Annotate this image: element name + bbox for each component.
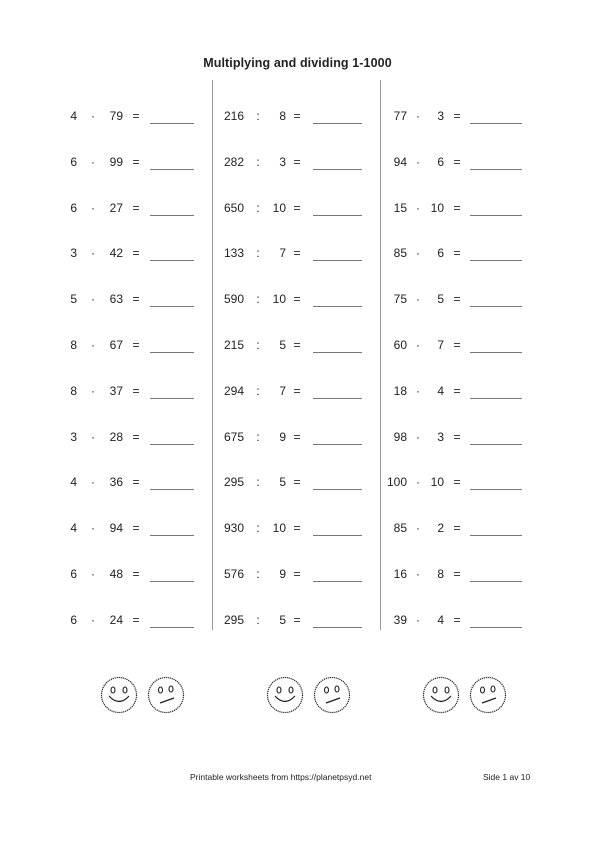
operand-a: 60 xyxy=(393,338,407,352)
equals-sign: = xyxy=(132,475,140,490)
operand-a: 294 xyxy=(223,383,244,398)
equals-sign: = xyxy=(453,338,461,352)
operand-b: 63 xyxy=(109,292,123,307)
operator: · xyxy=(91,154,95,169)
operator: : xyxy=(256,475,260,490)
equals-sign: = xyxy=(453,383,461,398)
answer-blank[interactable] xyxy=(470,215,522,216)
operand-b: 99 xyxy=(109,154,123,169)
operand-b: 3 xyxy=(437,109,444,123)
operand-a: 216 xyxy=(223,109,244,123)
answer-blank[interactable] xyxy=(470,627,522,628)
equals-sign: = xyxy=(132,429,140,444)
operator: : xyxy=(256,154,260,169)
answer-blank[interactable] xyxy=(470,398,522,399)
operator: : xyxy=(256,521,260,536)
equals-sign: = xyxy=(293,338,301,352)
operand-b: 5 xyxy=(279,475,286,490)
operator: : xyxy=(256,612,260,627)
equals-sign: = xyxy=(293,475,301,490)
equals-sign: = xyxy=(293,292,301,307)
operand-b: 10 xyxy=(430,475,444,490)
operator: · xyxy=(91,109,95,123)
operator: · xyxy=(416,109,420,123)
equals-sign: = xyxy=(132,338,140,352)
operand-a: 4 xyxy=(70,521,77,536)
operand-b: 4 xyxy=(437,612,444,627)
operand-a: 3 xyxy=(70,429,77,444)
answer-blank[interactable] xyxy=(470,444,522,445)
operator: : xyxy=(256,567,260,581)
operand-a: 8 xyxy=(70,338,77,352)
equals-sign: = xyxy=(453,246,461,261)
operator: · xyxy=(91,475,95,490)
operand-b: 9 xyxy=(279,567,286,581)
operand-b: 7 xyxy=(437,338,444,352)
operator: · xyxy=(416,338,420,352)
operand-b: 67 xyxy=(109,338,123,352)
operand-b: 3 xyxy=(279,154,286,169)
operand-a: 133 xyxy=(223,246,244,261)
problem-row xyxy=(0,337,595,353)
answer-blank[interactable] xyxy=(470,352,522,353)
equals-sign: = xyxy=(453,154,461,169)
equals-sign: = xyxy=(293,154,301,169)
equals-sign: = xyxy=(293,109,301,123)
equals-sign: = xyxy=(132,292,140,307)
equals-sign: = xyxy=(132,383,140,398)
equals-sign: = xyxy=(293,246,301,261)
operand-a: 75 xyxy=(393,292,407,307)
worksheet-title: Multiplying and dividing 1-1000 xyxy=(203,56,392,70)
operator: : xyxy=(256,200,260,215)
footer-page-number: Side 1 av 10 xyxy=(483,772,531,782)
problem-row xyxy=(0,612,595,628)
equals-sign: = xyxy=(132,612,140,627)
answer-blank[interactable] xyxy=(470,581,522,582)
operand-a: 100 xyxy=(386,475,407,490)
operator: · xyxy=(416,567,420,581)
operand-b: 37 xyxy=(109,383,123,398)
answer-blank[interactable] xyxy=(470,489,522,490)
problem-row xyxy=(0,108,595,124)
operand-b: 6 xyxy=(437,246,444,261)
operand-b: 5 xyxy=(437,292,444,307)
operand-b: 4 xyxy=(437,383,444,398)
operator: : xyxy=(256,292,260,307)
operator: · xyxy=(91,612,95,627)
happy-face-icon xyxy=(266,676,304,714)
operand-b: 42 xyxy=(109,246,123,261)
equals-sign: = xyxy=(453,567,461,581)
operand-b: 3 xyxy=(437,429,444,444)
operand-b: 28 xyxy=(109,429,123,444)
problem-row xyxy=(0,291,595,307)
operand-b: 79 xyxy=(109,109,123,123)
problem-row xyxy=(0,245,595,261)
equals-sign: = xyxy=(293,200,301,215)
answer-blank[interactable] xyxy=(470,260,522,261)
operator: · xyxy=(416,154,420,169)
equals-sign: = xyxy=(132,154,140,169)
operand-a: 85 xyxy=(393,521,407,536)
operand-a: 6 xyxy=(70,612,77,627)
operator: : xyxy=(256,338,260,352)
equals-sign: = xyxy=(453,429,461,444)
operator: · xyxy=(91,338,95,352)
operand-a: 39 xyxy=(393,612,407,627)
operand-b: 10 xyxy=(430,200,444,215)
operator: · xyxy=(91,567,95,581)
operand-a: 85 xyxy=(393,246,407,261)
operand-a: 576 xyxy=(223,567,244,581)
operator: · xyxy=(91,521,95,536)
footer-source: Printable worksheets from https://planetpsyd.net xyxy=(190,772,372,782)
equals-sign: = xyxy=(293,612,301,627)
operand-b: 7 xyxy=(279,246,286,261)
operator: : xyxy=(256,383,260,398)
operand-b: 8 xyxy=(279,109,286,123)
operand-a: 4 xyxy=(70,475,77,490)
operand-b: 27 xyxy=(109,200,123,215)
operand-b: 7 xyxy=(279,383,286,398)
operator: · xyxy=(416,246,420,261)
problem-row xyxy=(0,200,595,216)
operand-b: 10 xyxy=(272,521,286,536)
equals-sign: = xyxy=(293,567,301,581)
operand-b: 8 xyxy=(437,567,444,581)
operand-b: 2 xyxy=(437,521,444,536)
equals-sign: = xyxy=(132,109,140,123)
equals-sign: = xyxy=(132,246,140,261)
equals-sign: = xyxy=(453,612,461,627)
operand-a: 6 xyxy=(70,567,77,581)
equals-sign: = xyxy=(453,109,461,123)
operand-a: 3 xyxy=(70,246,77,261)
operator: · xyxy=(416,521,420,536)
operand-b: 24 xyxy=(109,612,123,627)
operator: : xyxy=(256,109,260,123)
operand-a: 6 xyxy=(70,200,77,215)
equals-sign: = xyxy=(453,292,461,307)
operator: · xyxy=(91,200,95,215)
operator: · xyxy=(416,292,420,307)
operator: · xyxy=(91,429,95,444)
operand-a: 650 xyxy=(223,200,244,215)
operand-a: 930 xyxy=(223,521,244,536)
problem-row xyxy=(0,154,595,170)
operand-a: 215 xyxy=(223,338,244,352)
answer-blank[interactable] xyxy=(470,306,522,307)
equals-sign: = xyxy=(453,475,461,490)
operand-b: 10 xyxy=(272,292,286,307)
operator: : xyxy=(256,429,260,444)
operator: · xyxy=(416,475,420,490)
unsure-face-icon xyxy=(469,676,507,714)
operand-a: 77 xyxy=(393,109,407,123)
operand-a: 8 xyxy=(70,383,77,398)
operand-b: 36 xyxy=(109,475,123,490)
operand-b: 10 xyxy=(272,200,286,215)
operator: : xyxy=(256,246,260,261)
equals-sign: = xyxy=(453,521,461,536)
equals-sign: = xyxy=(132,200,140,215)
operator: · xyxy=(416,612,420,627)
operand-a: 15 xyxy=(393,200,407,215)
operand-a: 18 xyxy=(393,383,407,398)
operator: · xyxy=(416,200,420,215)
problem-row xyxy=(0,566,595,582)
equals-sign: = xyxy=(132,567,140,581)
problem-row xyxy=(0,383,595,399)
operand-b: 6 xyxy=(437,154,444,169)
operand-b: 9 xyxy=(279,429,286,444)
operand-b: 5 xyxy=(279,338,286,352)
equals-sign: = xyxy=(293,429,301,444)
operand-b: 94 xyxy=(109,521,123,536)
operand-a: 295 xyxy=(223,612,244,627)
operator: · xyxy=(91,246,95,261)
problem-row xyxy=(0,520,595,536)
happy-face-icon xyxy=(100,676,138,714)
equals-sign: = xyxy=(293,521,301,536)
equals-sign: = xyxy=(453,200,461,215)
operand-b: 48 xyxy=(109,567,123,581)
equals-sign: = xyxy=(293,383,301,398)
operand-a: 98 xyxy=(393,429,407,444)
operator: · xyxy=(416,383,420,398)
operand-a: 5 xyxy=(70,292,77,307)
operand-a: 4 xyxy=(70,109,77,123)
operand-a: 295 xyxy=(223,475,244,490)
operator: · xyxy=(416,429,420,444)
operator: · xyxy=(91,383,95,398)
answer-blank[interactable] xyxy=(470,169,522,170)
problem-row xyxy=(0,429,595,445)
operand-a: 94 xyxy=(393,154,407,169)
equals-sign: = xyxy=(132,521,140,536)
answer-blank[interactable] xyxy=(470,123,522,124)
operand-a: 675 xyxy=(223,429,244,444)
operand-b: 5 xyxy=(279,612,286,627)
problem-row xyxy=(0,474,595,490)
operand-a: 282 xyxy=(223,154,244,169)
operand-a: 590 xyxy=(223,292,244,307)
operator: · xyxy=(91,292,95,307)
answer-blank[interactable] xyxy=(470,535,522,536)
happy-face-icon xyxy=(422,676,460,714)
operand-a: 6 xyxy=(70,154,77,169)
unsure-face-icon xyxy=(313,676,351,714)
operand-a: 16 xyxy=(393,567,407,581)
unsure-face-icon xyxy=(147,676,185,714)
